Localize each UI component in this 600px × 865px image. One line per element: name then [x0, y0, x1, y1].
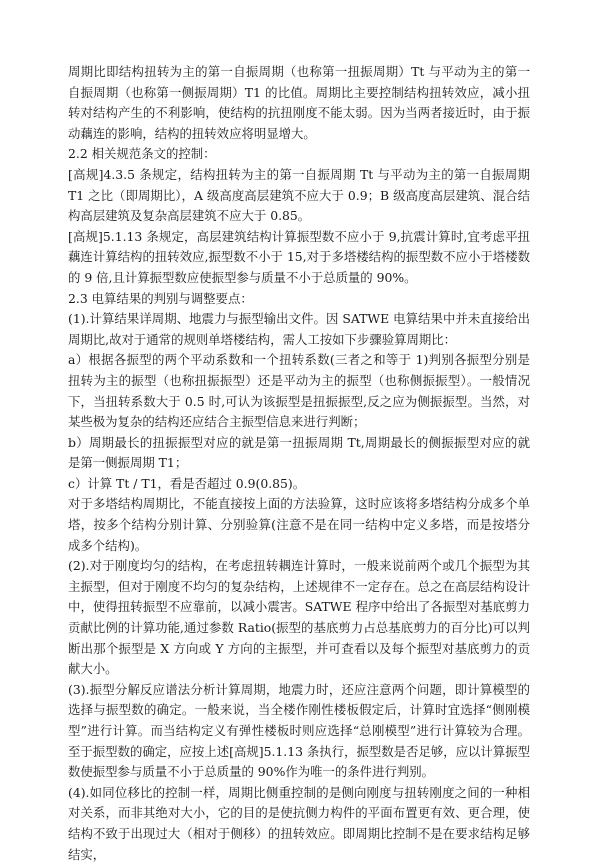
document-body — [68, 62, 530, 865]
paragraph-step-b: b）周期最长的扭振振型对应的就是第一扭振周期 Tt,周期最长的侧振振型对应的就是第一侧振周期 T1； — [68, 434, 530, 471]
section-heading-2-2: 2.2 相关规范条文的控制： — [68, 146, 216, 162]
paragraph-step-c: c）计算 Tt / T1，看是否超过 0.9(0.85)。 — [68, 475, 306, 491]
paragraph-code-5-1-13: [高规]5.1.13 条规定，高层建筑结构计算振型数不应小于 9,抗震计算时,宜考虑平扭藕连计算结构的扭转效应,振型数不小于 15,对于多塔楼结构的振型数不应小于塔楼数的 9 倍,且计算振型数应使振型参与质量不小于总质量的 90%。 — [68, 228, 530, 285]
paragraph-item-1: (1).计算结果详周期、地震力与振型输出文件。因 SATWE 电算结果中并未直接给出周期比,故对于通常的规则单塔楼结构，需人工按如下步骤验算周期比： — [68, 311, 530, 347]
paragraph-item-3: (3).振型分解反应谱法分析计算周期，地震力时，还应注意两个问题，即计算模型的选择与振型数的确定。一般来说，当全楼作刚性楼板假定后，计算时宜选择“侧刚模型”进行计算。而当结构定义有弹性楼板时则应选择“总刚模型”进行计算较为合理。至于振型数的确定，应按上述[高规]5.1.13 条执行，振型数是否足够，应以计算振型数使振型参与质量不小于总质量的 90%作为唯一的条件进行判别。 — [68, 681, 530, 780]
paragraph-item-2: (2).对于刚度均匀的结构，在考虑扭转耦连计算时，一般来说前两个或几个振型为其主振型，但对于刚度不均匀的复杂结构，上述规律不一定存在。总之在高层结构设计中，使得扭转振型不应靠前，以减小震害。SATWE 程序中给出了各振型对基底剪力贡献比例的计算功能,通过参数 Ratio(振型的基底剪力占总基底剪力的百分比)可以判断出那个振型是 X 方向或 Y 方向的主振型，并可查看以及每个振型对基底剪力的贡献大小。 — [68, 558, 530, 677]
section-heading-2-3: 2.3 电算结果的判别与调整要点： — [68, 290, 253, 306]
paragraph-period-ratio-definition: 周期比即结构扭转为主的第一自振周期（也称第一扭振周期）Tt 与平动为主的第一自振周期（也称第一侧振周期）T1 的比值。周期比主要控制结构扭转效应，减小扭转对结构产生的不利影响，使结构的抗扭刚度不能太弱。因为当两者接近时，由于振动藕连的影响，结构的扭转效应将明显增大。 — [68, 64, 530, 141]
paragraph-multi-tower: 对于多塔结构周期比，不能直接按上面的方法验算，这时应该将多塔结构分成多个单塔，按多个结构分别计算、分别验算(注意不是在同一结构中定义多塔，而是按塔分成多个结构)。 — [68, 496, 530, 553]
paragraph-step-a: a）根据各振型的两个平动系数和一个扭转系数(三者之和等于 1)判别各振型分别是扭转为主的振型（也称扭振振型）还是平动为主的振型（也称侧振振型）。一般情况下，当扭转系数大于 0.5 时,可认为该振型是扭振振型,反之应为侧振振型。当然，对某些极为复杂的结构还应结合主振型信息来进行判断； — [68, 352, 530, 430]
paragraph-item-4: (4).如同位移比的控制一样，周期比侧重控制的是侧向刚度与扭转刚度之间的一种相对关系，而非其绝对大小，它的目的是使抗侧力构件的平面布置更有效、更合理，使结构不致于出现过大（相对于侧移）的扭转效应。即周期比控制不是在要求结构足够结实， — [68, 784, 530, 862]
paragraph-code-4-3-5: [高规]4.3.5 条规定，结构扭转为主的第一自振周期 Tt 与平动为主的第一自振周期 T1 之比（即周期比），A 级高度高层建筑不应大于 0.9；B 级高度高层建筑、混合结构高层建筑及复杂高层建筑不应大于 0.85。 — [68, 166, 530, 224]
